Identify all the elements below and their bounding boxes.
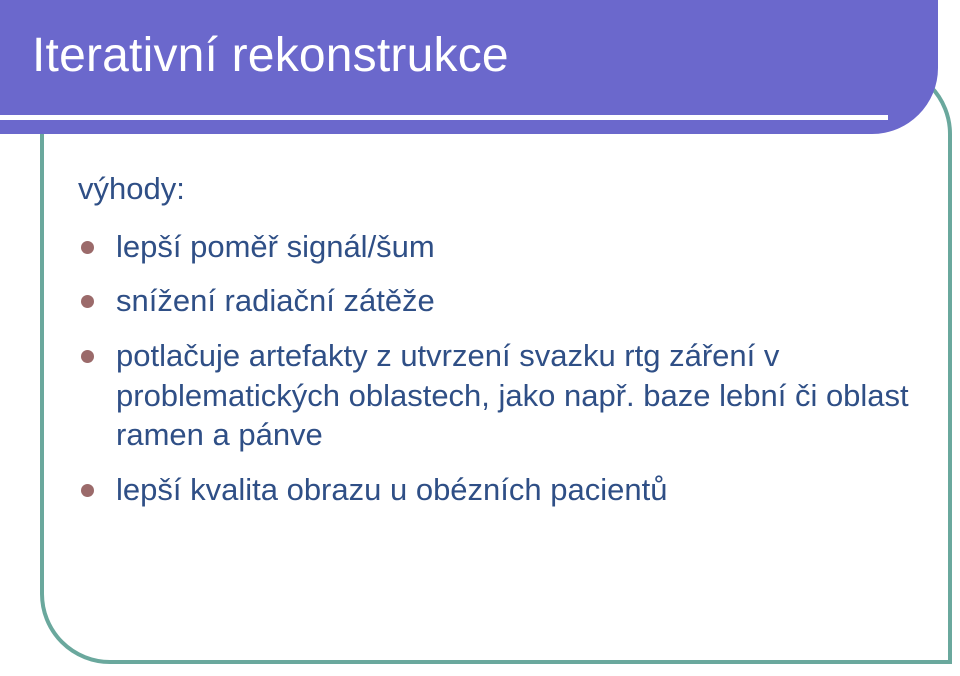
bullet-dot-icon: [81, 350, 94, 363]
intro-label: výhody:: [78, 171, 185, 206]
bullet-text: snížení radiační zátěže: [116, 283, 435, 319]
bullet-dot-icon: [81, 295, 94, 308]
title-bar: [0, 0, 938, 134]
bullet-item-artifacts: [78, 336, 928, 455]
slide-content: [78, 170, 928, 525]
slide-title: Iterativní rekonstrukce: [32, 29, 509, 82]
bullet-list: [78, 227, 928, 510]
bullet-item-obese-patients: [78, 470, 928, 510]
bullet-item-radiation: [78, 281, 928, 321]
title-underline: [0, 115, 888, 120]
bullet-dot-icon: [81, 241, 94, 254]
bullet-text: lepší poměř signál/šum: [116, 228, 435, 264]
bullet-text: potlačuje artefakty z utvrzení svazku rtg záření v problematických oblastech, jako např. baze lební či oblast ramen a pánve: [116, 338, 909, 453]
bullet-item-snr: [78, 227, 928, 267]
bullet-text: lepší kvalita obrazu u obézních pacientů: [116, 472, 668, 508]
bullet-dot-icon: [81, 484, 94, 497]
